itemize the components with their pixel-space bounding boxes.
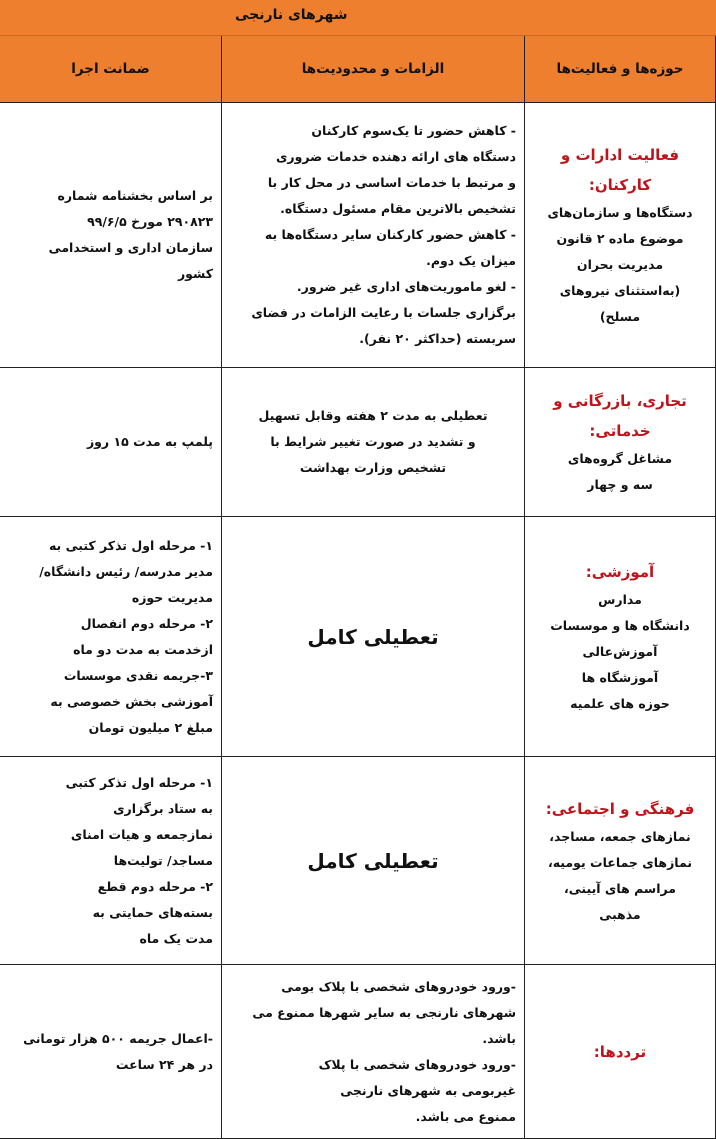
area-heading: فرهنگی و اجتماعی:: [545, 799, 695, 818]
requirements-line: تعطیلی به مدت ۲ هفته وقابل تسهیل: [258, 408, 488, 423]
requirements-line: - لغو ماموریت‌های اداری غیر ضرور.: [296, 279, 516, 294]
guarantee-line: در هر ۲۴ ساعت: [115, 1056, 213, 1072]
guarantee-line: ازخدمت به مدت دو ماه: [73, 641, 213, 657]
area-heading: تجاری، بازرگانی و: [553, 392, 687, 410]
restrictions-table: [0, 36, 716, 1139]
area-cell: [525, 757, 716, 965]
guarantee-line: ۲- مرحله دوم قطع: [97, 878, 213, 894]
requirements-line: برگزاری جلسات با رعایت الزامات در فضای: [251, 305, 516, 320]
area-line: مدارس: [598, 591, 642, 607]
area-line: سه و چهار: [587, 477, 653, 492]
area-line: (به‌استثنای نیروهای: [559, 283, 681, 298]
column-header-requirements: الزامات و محدودیت‌ها: [222, 36, 525, 103]
table-row: [0, 103, 716, 368]
requirements-line: ممنوع می باشد.: [415, 1108, 516, 1124]
area-line: آموزشگاه ها: [581, 669, 659, 685]
area-heading: آموزشی:: [585, 562, 655, 581]
requirements-cell: [222, 757, 525, 965]
guarantee-cell: [0, 965, 222, 1139]
column-header-areas: حوزه‌ها و فعالیت‌ها: [525, 36, 716, 103]
requirements-line: سربسته (حداکثر ۲۰ نفر).: [359, 331, 516, 346]
document-title: شهرهای نارنجی: [235, 7, 348, 23]
guarantee-line: ۲- مرحله دوم انفصال: [80, 615, 213, 631]
requirements-line: و تشدید در صورت تغییر شرایط با: [270, 434, 476, 449]
guarantee-cell: [0, 757, 222, 965]
requirements-line: تشخیص بالاترین مقام مسئول دستگاه.: [280, 201, 516, 216]
guarantee-line: مدیریت حوزه: [131, 589, 213, 605]
guarantee-line: نمازجمعه و هیات امنای: [70, 826, 213, 842]
guarantee-line: مدت یک ماه: [139, 930, 213, 946]
area-line: مذهبی: [599, 906, 641, 922]
requirements-line: -ورود خودروهای شخصی با پلاک: [318, 1056, 516, 1072]
requirements-line: دستگاه های ارائه دهنده خدمات ضروری: [275, 149, 516, 164]
requirements-line: - کاهش حضور کارکنان سایر دستگاه‌ها به: [264, 227, 516, 242]
guarantee-line: مدیر مدرسه/ رئیس دانشگاه/: [39, 563, 213, 579]
area-line: مدیریت بحران: [576, 257, 664, 272]
area-line: حوزه های علمیه: [570, 695, 670, 711]
area-line: مشاغل گروه‌های: [567, 451, 673, 466]
requirements-cell: [222, 517, 525, 757]
area-heading: کارکنان:: [588, 176, 652, 194]
area-heading: خدماتی:: [589, 422, 651, 440]
guarantee-line: سازمان اداری و استخدامی: [48, 240, 213, 255]
area-line: موضوع ماده ۲ قانون: [556, 231, 684, 246]
area-line: دستگاه‌ها و سازمان‌های: [547, 205, 693, 220]
requirements-line: و مرتبط با خدمات اساسی در محل کار با: [267, 175, 516, 190]
area-cell: [525, 965, 716, 1139]
guarantee-cell: [0, 368, 222, 517]
guarantee-line: ۳-جریمه نقدی موسسات: [63, 667, 213, 683]
table-row: [0, 757, 716, 965]
guarantee-line: آموزشی بخش خصوصی به: [50, 693, 213, 709]
title-bar: [0, 0, 716, 36]
requirements-text: تعطیلی کامل: [307, 624, 439, 649]
guarantee-cell: [0, 103, 222, 368]
requirements-line: تشخیص وزارت بهداشت: [299, 460, 447, 475]
requirements-line: غیربومی به شهرهای نارنجی: [340, 1082, 516, 1098]
guarantee-line: مبلغ ۲ میلیون تومان: [88, 719, 213, 735]
guarantee-line: ۱- مرحله اول تذکر کتبی: [65, 774, 213, 790]
area-cell: [525, 368, 716, 517]
guarantee-line: ۲۹۰۸۲۳ مورخ ۹۹/۶/۵: [87, 214, 213, 229]
guarantee-line: بسته‌های حمایتی به: [92, 904, 213, 920]
requirements-cell: [222, 965, 525, 1139]
guarantee-line: کشور: [177, 266, 213, 281]
area-line: نمازهای جماعات یومیه،: [547, 854, 693, 870]
guarantee-line: پلمپ به مدت ۱۵ روز: [86, 434, 213, 449]
header-row: [0, 36, 716, 103]
requirements-line: -ورود خودروهای شخصی با پلاک بومی: [281, 978, 516, 994]
area-cell: [525, 103, 716, 368]
requirements-cell: [222, 103, 525, 368]
area-line: مسلح): [599, 309, 641, 324]
guarantee-line: به ستاد برگزاری: [113, 800, 213, 816]
requirements-line: - کاهش حضور تا یک‌سوم کارکنان: [311, 123, 516, 138]
table-row: [0, 965, 716, 1139]
requirements-line: شهرهای نارنجی به سایر شهرها ممنوع می: [252, 1004, 516, 1020]
guarantee-cell: [0, 517, 222, 757]
area-heading: فعالیت ادارات و: [560, 146, 680, 164]
table-row: [0, 517, 716, 757]
table-row: [0, 368, 716, 517]
area-heading: ترددها:: [593, 1042, 647, 1061]
area-line: دانشگاه ها و موسسات: [550, 617, 690, 633]
guarantee-line: -اعمال جریمه ۵۰۰ هزار تومانی: [23, 1030, 213, 1046]
guarantee-line: مساجد/ تولیت‌ها: [113, 852, 213, 868]
area-cell: [525, 517, 716, 757]
requirements-line: میزان یک دوم.: [426, 253, 516, 268]
area-line: نمازهای جمعه، مساجد،: [549, 828, 691, 844]
column-header-guarantee: ضمانت اجرا: [0, 36, 222, 103]
guarantee-line: ۱- مرحله اول تذکر کتبی به: [48, 537, 213, 553]
area-line: آموزش‌عالی: [582, 643, 658, 659]
requirements-line: باشد.: [482, 1030, 516, 1046]
guarantee-line: بر اساس بخشنامه شماره: [57, 188, 213, 203]
requirements-cell: [222, 368, 525, 517]
requirements-text: تعطیلی کامل: [307, 848, 439, 873]
area-line: مراسم های آیینی،: [564, 880, 676, 896]
